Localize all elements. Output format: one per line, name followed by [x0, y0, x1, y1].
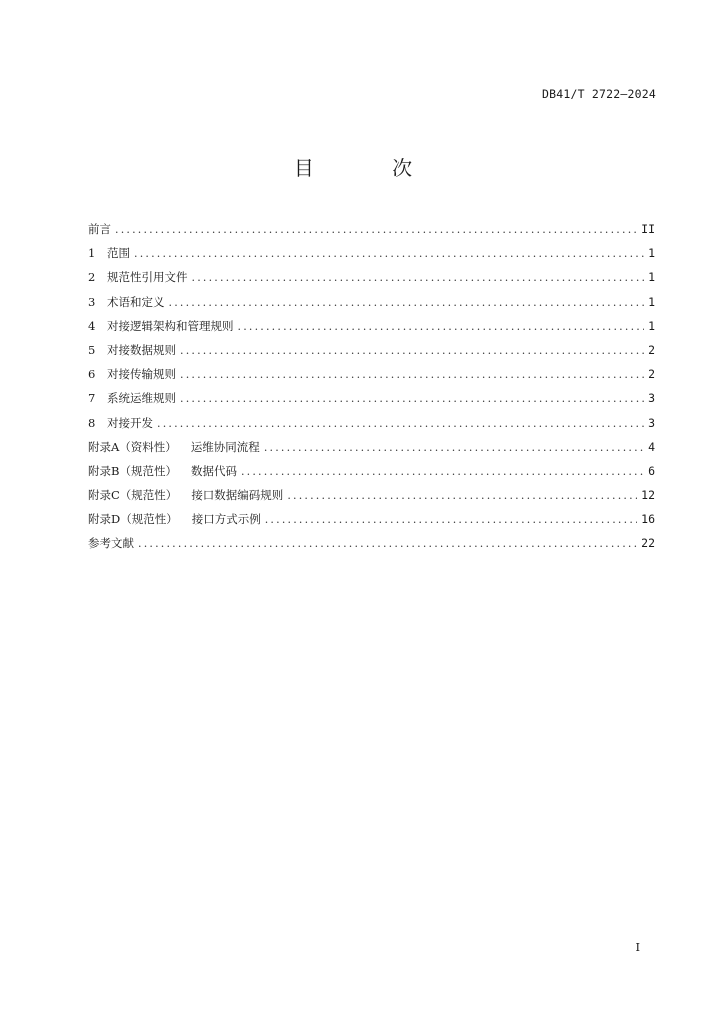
toc-entry-label: 4 对接逻辑架构和管理规则 — [88, 315, 234, 337]
toc-entry-appendix-a[interactable] — [88, 436, 655, 460]
toc-entry-page: 22 — [641, 536, 655, 551]
toc-entry-page: 1 — [648, 246, 655, 261]
toc-leader-dots — [241, 461, 644, 483]
toc-entry-scope[interactable] — [88, 242, 655, 266]
toc-entry-page: 2 — [648, 342, 655, 357]
toc-entry-label: 8 对接开发 — [88, 412, 153, 434]
toc-leader-dots — [115, 219, 637, 241]
standard-code: DB41/T 2722—2024 — [542, 87, 656, 101]
toc-leader-dots — [264, 437, 644, 459]
toc-entry-label: 参考文献 — [88, 536, 134, 551]
toc-appendix-prefix: 附录C（规范性） — [88, 488, 178, 503]
toc-entry-number: 3 — [88, 294, 96, 309]
toc-entry-number: 1 — [88, 246, 96, 261]
toc-appendix-prefix: 附录B（规范性） — [88, 463, 177, 478]
toc-entry-transmission-rules[interactable] — [88, 363, 655, 387]
toc-entry-number: 7 — [88, 391, 96, 406]
toc-title: 目 次 — [293, 156, 449, 180]
toc-entry-page: 12 — [641, 488, 655, 503]
toc-entry-label: 2 规范性引用文件 — [88, 266, 188, 288]
toc-entry-label: 前言 — [88, 222, 111, 236]
table-of-contents — [88, 218, 655, 557]
page-number: I — [635, 940, 640, 954]
toc-entry-appendix-c[interactable] — [88, 484, 655, 508]
toc-entry-label: 5 对接数据规则 — [88, 339, 176, 361]
toc-entry-number: 6 — [88, 367, 96, 382]
toc-entry-page: 4 — [648, 439, 655, 454]
toc-appendix-prefix: 附录A（资料性） — [88, 439, 177, 454]
toc-entry-appendix-b[interactable] — [88, 460, 655, 484]
toc-entry-page: 1 — [648, 270, 655, 285]
toc-leader-dots — [180, 388, 644, 410]
toc-entry-terms-definitions[interactable] — [88, 291, 655, 315]
toc-entry-architecture-rules[interactable] — [88, 315, 655, 339]
toc-entry-label: 附录C（规范性） 接口数据编码规则 — [88, 484, 283, 506]
toc-entry-page: 2 — [648, 367, 655, 382]
toc-entry-foreword[interactable] — [88, 218, 655, 242]
toc-entry-label: 附录B（规范性） 数据代码 — [88, 460, 237, 482]
toc-leader-dots — [157, 413, 644, 435]
toc-entry-page: 3 — [648, 415, 655, 430]
toc-entry-number: 4 — [88, 318, 96, 333]
toc-entry-page: 6 — [648, 463, 655, 478]
toc-leader-dots — [169, 292, 645, 314]
toc-entry-label: 附录D（规范性） 接口方式示例 — [88, 508, 261, 530]
toc-entry-label: 3 术语和定义 — [88, 291, 165, 313]
toc-leader-dots — [180, 340, 644, 362]
toc-entry-bibliography[interactable] — [88, 532, 655, 556]
toc-entry-page: 3 — [648, 391, 655, 406]
toc-entry-label: 附录A（资料性） 运维协同流程 — [88, 436, 260, 458]
toc-leader-dots — [138, 533, 637, 555]
toc-entry-label: 1 范围 — [88, 242, 130, 264]
toc-entry-operations-rules[interactable] — [88, 387, 655, 411]
toc-entry-page: 16 — [641, 512, 655, 527]
toc-entry-development[interactable] — [88, 412, 655, 436]
toc-entry-label: 7 系统运维规则 — [88, 387, 176, 409]
toc-leader-dots — [192, 267, 645, 289]
toc-entry-data-rules[interactable] — [88, 339, 655, 363]
toc-leader-dots — [265, 509, 637, 531]
toc-entry-number: 8 — [88, 415, 96, 430]
toc-leader-dots — [287, 485, 637, 507]
toc-entry-normative-references[interactable] — [88, 266, 655, 290]
toc-leader-dots — [134, 243, 644, 265]
toc-entry-page: 1 — [648, 318, 655, 333]
toc-entry-number: 5 — [88, 342, 96, 357]
toc-entry-number: 2 — [88, 270, 96, 285]
toc-leader-dots — [180, 364, 644, 386]
toc-entry-page: 1 — [648, 294, 655, 309]
toc-entry-appendix-d[interactable] — [88, 508, 655, 532]
toc-appendix-prefix: 附录D（规范性） — [88, 512, 178, 527]
toc-leader-dots — [238, 316, 645, 338]
toc-entry-label: 6 对接传输规则 — [88, 363, 176, 385]
toc-entry-page: II — [641, 222, 655, 236]
